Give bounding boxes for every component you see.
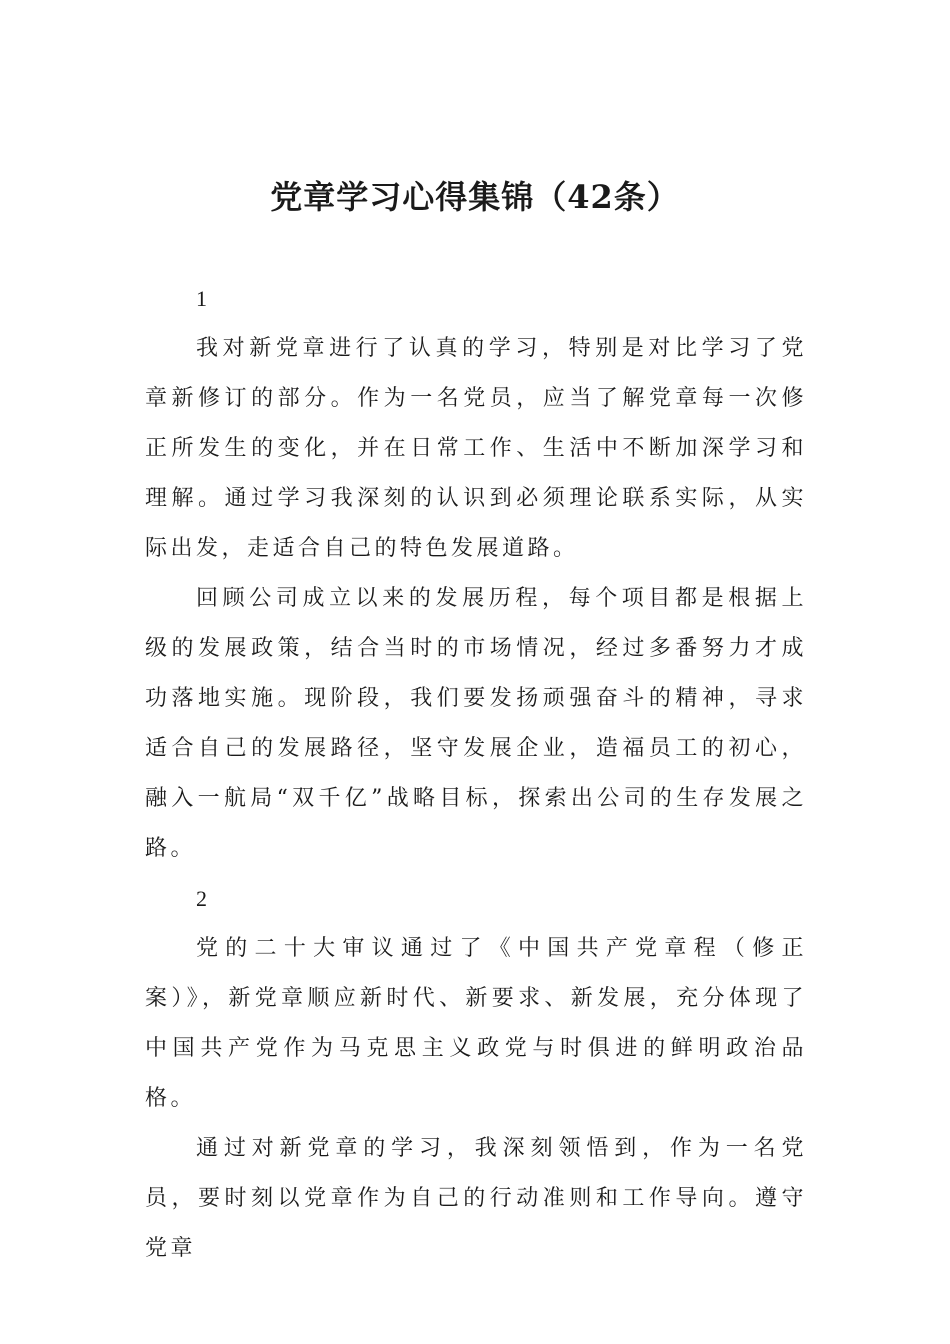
paragraph: 党的二十大审议通过了《中国共产党章程（修正案）》，新党章顺应新时代、新要求、新发展，充分体现了中国共产党作为马克思主义政党与时俱进的鲜明政治品格。 [145,936,807,1111]
paragraph: 回顾公司成立以来的发展历程，每个项目都是根据上级的发展政策，结合当时的市场情况，经过多番努力才成功落地实施。现阶段，我们要发扬顽强奋斗的精神，寻求适合自己的发展路径，坚守发展企业，造福员工的初心，融入一航局“双千亿”战略目标，探索出公司的生存发展之路。 [145,586,807,861]
paragraph: 通过对新党章的学习，我深刻领悟到，作为一名党员，要时刻以党章作为自己的行动准则和工作导向。遵守党章 [145,1136,807,1261]
section-number: 2 [196,886,207,911]
document-body [145,274,807,1274]
section-number: 1 [196,286,207,311]
paragraph: 我对新党章进行了认真的学习，特别是对比学习了党章新修订的部分。作为一名党员，应当了解党章每一次修正所发生的变化，并在日常工作、生活中不断加深学习和理解。通过学习我深刻的认识到必须理论联系实际，从实际出发，走适合自己的特色发展道路。 [145,336,807,561]
document-title: 党章学习心得集锦（42条） [270,178,680,216]
